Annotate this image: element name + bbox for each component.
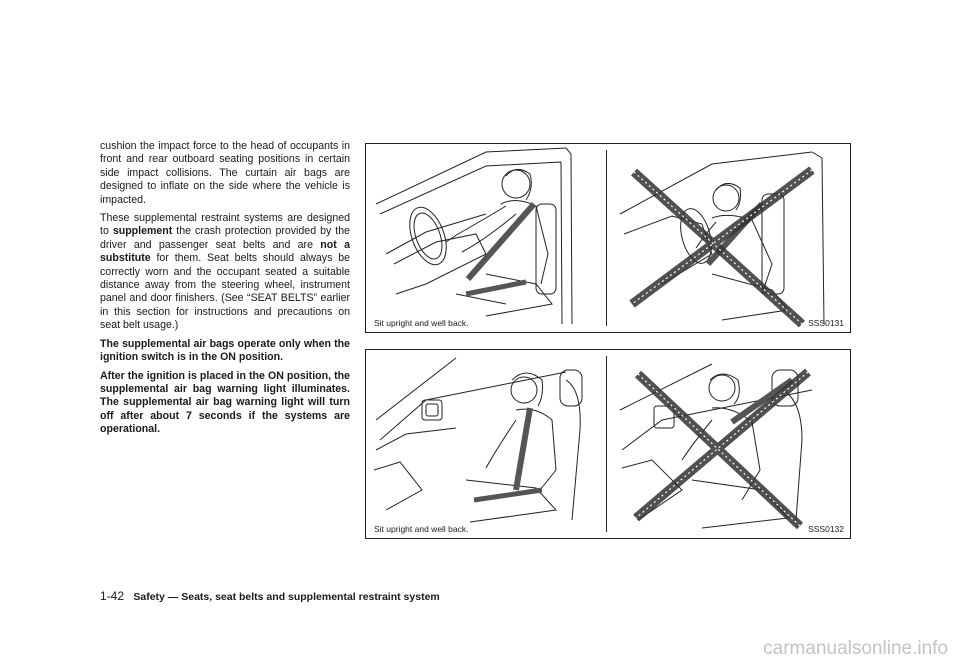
passenger-incorrect-illustration <box>612 350 850 538</box>
page-number: 1-42 <box>100 589 125 603</box>
paragraph-ignition-on: The supplemental air bags operate only when the ignition switch is in the ON position. <box>100 337 350 364</box>
watermark: carmanualsonline.info <box>763 638 948 659</box>
driver-incorrect-illustration <box>612 144 850 332</box>
bold-supplement: supplement <box>112 225 173 238</box>
bold-not-a-substitute: not a substitute <box>100 238 350 265</box>
figure-passenger-seating <box>365 349 851 539</box>
figure-code: SSS0132 <box>808 524 844 534</box>
section-title: Safety — Seats, seat belts and supplemental restraint system <box>133 591 440 603</box>
figure-caption: Sit upright and well back. <box>374 524 469 534</box>
figure-divider <box>606 356 607 532</box>
figure-code: SSS0131 <box>808 318 844 328</box>
paragraph-curtain-airbags: cushion the impact force to the head of occupants in front and rear outboard seating positions in certain side impact collisions. The curtain air bags are designed to inflate on the side where the vehicle is impacted. <box>100 140 350 206</box>
body-text-column <box>100 140 350 442</box>
passenger-correct-illustration <box>366 350 604 538</box>
page-footer <box>100 589 440 603</box>
figure-divider <box>606 150 607 326</box>
figure-caption: Sit upright and well back. <box>374 318 469 328</box>
driver-correct-illustration <box>366 144 604 332</box>
paragraph-warning-light: After the ignition is placed in the ON position, the supplemental air bag warning light illuminates. The supplemental air bag warning light will turn off after about 7 seconds if the systems are operational. <box>100 369 350 436</box>
figure-driver-seating <box>365 143 851 333</box>
paragraph-supplemental: These supplemental restraint systems are designed to supplement the crash protection provided by the driver and passenger seat belts and are not a substitute for them. Seat belts should always be correctly worn and the occupant seated a suitable distance away from the steering wheel, instrument panel and door finishers. (See “SEAT BELTS” earlier in this section for instructions and precautions on seat belt usage.) <box>100 212 350 332</box>
